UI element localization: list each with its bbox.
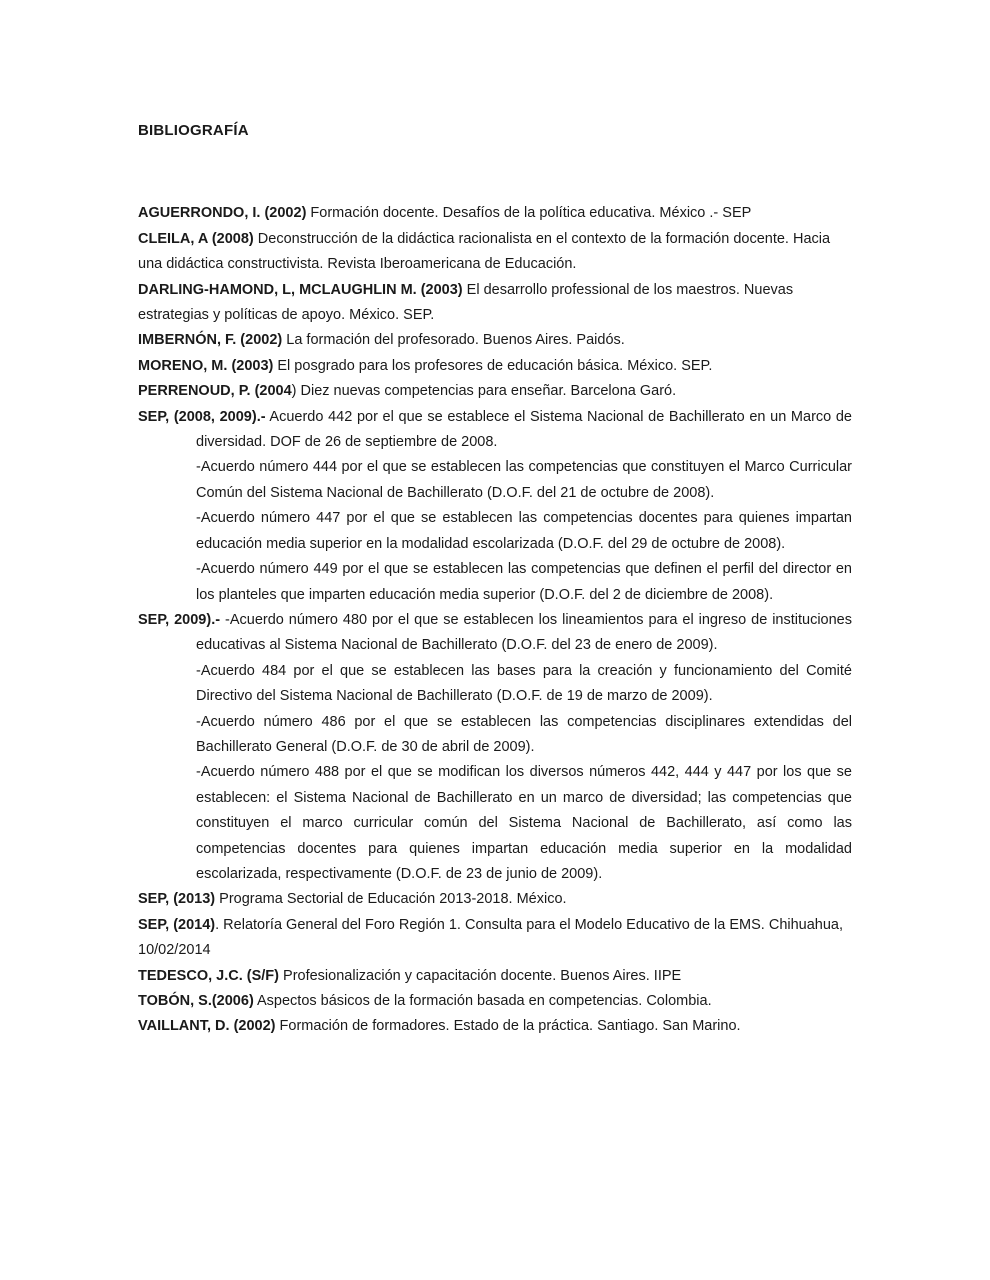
entry-text: Acuerdo 442 por el que se establece el Sistema Nacional de Bachillerato en un Marco de diversidad. DOF de 26 de septiembre de 2008. [196,408,852,451]
entry-author: VAILLANT, D. (2002) [138,1018,276,1035]
entry-text: -Acuerdo 484 por el que se establecen las bases para la creación y funcionamiento del Comité Directivo del Sistema Nacional de Bachillerato (D.O.F. de 19 de marzo de 2009). [196,662,852,705]
entry-text: -Acuerdo número 480 por el que se establecen los lineamientos para el ingreso de instituciones educativas al Sistema Nacional de Bachillerato (D.O.F. del 23 de enero de 2009). [196,611,852,654]
entry-text: -Acuerdo número 444 por el que se establecen las competencias que constituyen el Marco Curricular Común del Sistema Nacional de Bachillerato (D.O.F. del 21 de octubre de 2008). [196,459,852,501]
bibliography-entry [196,557,852,608]
bibliography-entry [138,405,852,456]
bibliography-entry [138,278,852,329]
bibliography-entry [196,760,852,887]
entry-author: TOBÓN, S.(2006) [138,993,254,1009]
entry-author: MORENO, M. (2003) [138,357,274,374]
bibliography-list [138,201,852,1039]
bibliography-entry [138,1014,852,1039]
bibliography-entry [196,455,852,506]
entry-author: TEDESCO, J.C. (S/F) [138,967,279,984]
entry-text: Profesionalización y capacitación docente. Buenos Aires. IIPE [279,967,682,984]
entry-text: El desarrollo professional de los maestros. Nuevas estrategias y políticas de apoyo. México. SEP. [138,281,794,324]
entry-author: DARLING-HAMOND, L, MCLAUGHLIN M. (2003) [138,281,463,298]
bibliography-entry [138,379,852,404]
entry-text: El posgrado para los profesores de educación básica. México. SEP. [273,357,713,374]
entry-text: Formación docente. Desafíos de la política educativa. México .- SEP [306,205,752,222]
entry-author: SEP, (2008, 2009).- [138,408,266,425]
entry-text: Aspectos básicos de la formación basada en competencias. Colombia. [253,993,712,1009]
entry-author: AGUERRONDO, I. (2002) [138,205,307,222]
bibliography-entry [196,659,852,710]
bibliography-entry [138,328,852,353]
entry-text: . Relatoría General del Foro Región 1. Consulta para el Modelo Educativo de la EMS. Chihuahua, 10/02/2014 [138,916,844,959]
entry-author: PERRENOUD, P. (2004 [138,383,292,400]
entry-text: -Acuerdo número 447 por el que se establecen las competencias docentes para quienes impartan educación media superior en la modalidad escolarizada (D.O.F. del 29 de octubre de 2008). [196,510,852,552]
bibliography-entry [138,608,852,659]
entry-text: -Acuerdo número 449 por el que se establecen las competencias que definen el perfil del director en los planteles que imparten educación media superior (D.O.F. del 2 de diciembre de 2008). [196,561,852,603]
entry-author: SEP, (2014) [138,916,216,933]
bibliography-entry [196,506,852,557]
bibliography-entry [138,964,852,989]
bibliography-entry [196,710,852,761]
entry-text: Programa Sectorial de Educación 2013-2018. México. [215,891,567,908]
bibliography-entry [138,887,852,912]
bibliography-entry [138,913,852,964]
bibliography-entry [138,989,852,1014]
entry-author: IMBERNÓN, F. (2002) [138,332,283,349]
bibliography-entry [138,201,852,226]
entry-text: -Acuerdo número 486 por el que se establecen las competencias disciplinares extendidas del Bachillerato General (D.O.F. de 30 de abril de 2009). [196,713,852,755]
entry-author: CLEILA, A (2008) [138,230,254,247]
entry-text: La formación del profesorado. Buenos Aires. Paidós. [282,332,625,349]
bibliography-entry [138,354,852,379]
entry-text: -Acuerdo número 488 por el que se modifican los diversos números 442, 444 y 447 por los que se establecen: el Sistema Nacional de Bachillerato en un marco de diversidad; las competencias que constituyen el marco curricular común del Sistema Nacional de Bachillerato, así como las competencias docentes para quienes impartan educación media superior en la modalidad escolarizada, respectivamente (D.O.F. de 23 de junio de 2009). [196,764,852,882]
entry-author: SEP, (2013) [138,891,216,908]
entry-text: Formación de formadores. Estado de la práctica. Santiago. San Marino. [275,1018,741,1035]
document-title: BIBLIOGRAFÍA [138,122,249,139]
entry-text: ) Diez nuevas competencias para enseñar. Barcelona Garó. [291,383,677,400]
entry-text: Deconstrucción de la didáctica racionalista en el contexto de la formación docente. Hacia una didáctica constructivista. Revista Iberoamericana de Educación. [138,230,831,273]
bibliography-entry [138,227,852,278]
entry-author: SEP, 2009).- [138,611,221,628]
